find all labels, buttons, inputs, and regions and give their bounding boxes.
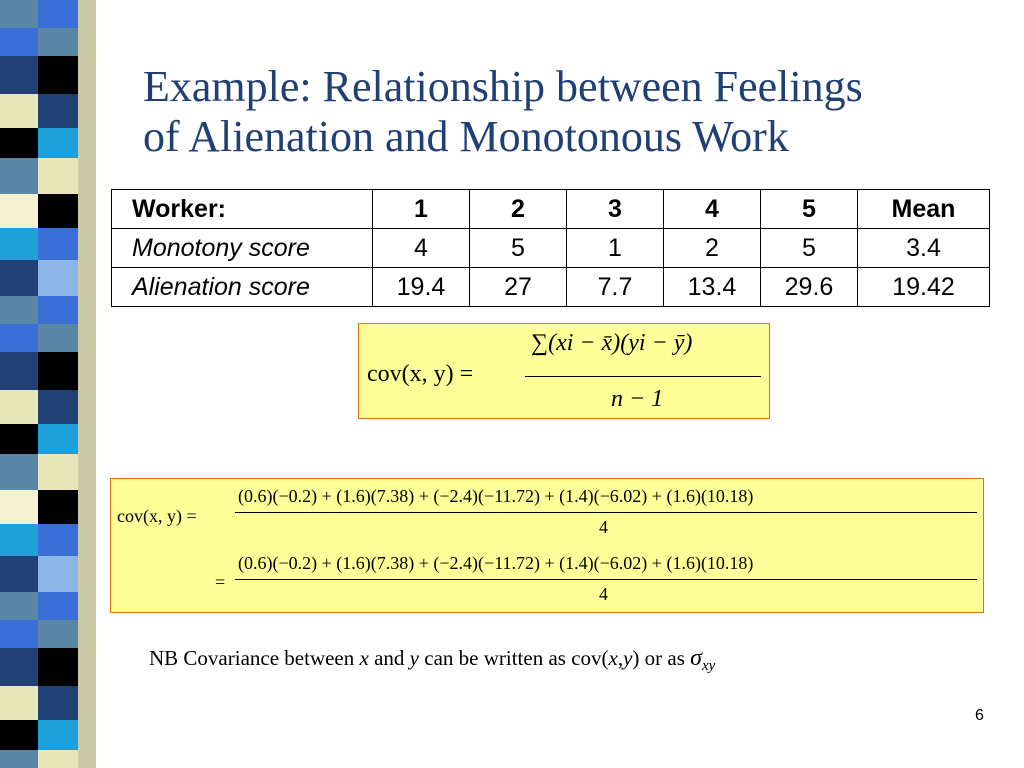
table-cell: 7.7 xyxy=(567,268,664,307)
stripe-block xyxy=(0,620,38,648)
header-cell: 1 xyxy=(373,190,470,229)
stripe-block xyxy=(38,524,78,556)
table-cell: 3.4 xyxy=(858,229,990,268)
table-cell: 19.42 xyxy=(858,268,990,307)
calculation-box xyxy=(110,478,984,613)
stripe-block xyxy=(0,454,38,490)
formula-denominator: n − 1 xyxy=(611,386,664,412)
stripe-block xyxy=(38,592,78,620)
table-cell: 19.4 xyxy=(373,268,470,307)
stripe-block xyxy=(0,128,38,158)
header-cell: 2 xyxy=(470,190,567,229)
header-cell: 4 xyxy=(664,190,761,229)
formula-lhs: cov(x, y) = xyxy=(367,361,474,387)
title-line-2: of Alienation and Monotonous Work xyxy=(143,112,789,161)
header-cell: Mean xyxy=(858,190,990,229)
header-cell: Worker: xyxy=(112,190,373,229)
fraction-bar xyxy=(235,512,977,513)
stripe-block xyxy=(0,686,38,720)
stripe-block xyxy=(0,296,38,324)
stripe-block xyxy=(0,28,38,56)
stripe-block xyxy=(38,620,78,648)
note-middle: can be written as cov( xyxy=(424,646,609,670)
sigma-subscript: xy xyxy=(702,658,716,675)
stripe-block xyxy=(0,260,38,296)
table-header-row xyxy=(112,190,990,229)
stripe-block xyxy=(0,750,38,768)
stripe-block xyxy=(0,556,38,592)
stripe-block xyxy=(0,524,38,556)
table-cell: 27 xyxy=(470,268,567,307)
stripe-block xyxy=(38,424,78,454)
calc-denominator-1: 4 xyxy=(599,517,608,537)
stripe-block xyxy=(38,490,78,524)
formula-numerator: ∑(xi − x̄)(yi − ȳ) xyxy=(531,330,693,356)
calc-equals: = xyxy=(215,572,226,592)
stripe-block xyxy=(38,556,78,592)
table-cell: 5 xyxy=(761,229,858,268)
calc-denominator-2: 4 xyxy=(599,584,608,604)
fraction-bar xyxy=(525,376,761,377)
note-y: y xyxy=(409,646,419,670)
stripe-block xyxy=(38,56,78,94)
note-xy: x,y xyxy=(608,646,633,670)
stripe-block xyxy=(38,648,78,686)
stripe-block xyxy=(38,686,78,720)
calc-numerator-2: (0.6)(−0.2) + (1.6)(7.38) + (−2.4)(−11.72) + (1.4)(−6.02) + (1.6)(10.18) xyxy=(238,553,754,573)
table-cell: 13.4 xyxy=(664,268,761,307)
row-label: Monotony score xyxy=(112,229,373,268)
covariance-formula-box xyxy=(358,323,770,419)
stripe-block xyxy=(38,720,78,750)
stripe-block xyxy=(38,228,78,260)
decorative-stripe xyxy=(0,0,100,768)
stripe-block xyxy=(38,750,78,768)
stripe-block xyxy=(0,352,38,390)
stripe-block xyxy=(0,390,38,424)
stripe-block xyxy=(0,56,38,94)
table-cell: 29.6 xyxy=(761,268,858,307)
calc-numerator-1: (0.6)(−0.2) + (1.6)(7.38) + (−2.4)(−11.72) + (1.4)(−6.02) + (1.6)(10.18) xyxy=(238,486,754,506)
table-row xyxy=(112,268,990,307)
stripe-block xyxy=(0,0,38,28)
stripe-block xyxy=(0,228,38,260)
slide-title xyxy=(143,62,1013,162)
stripe-block xyxy=(38,296,78,324)
title-line-1: Example: Relationship between Feelings xyxy=(143,62,863,111)
header-cell: 3 xyxy=(567,190,664,229)
stripe-block xyxy=(38,0,78,28)
stripe-block xyxy=(0,490,38,524)
sigma-symbol: σ xyxy=(690,645,702,671)
page-number: 6 xyxy=(975,707,984,724)
stripe-edge xyxy=(78,0,96,768)
stripe-block xyxy=(38,324,78,352)
stripe-block xyxy=(0,324,38,352)
note-suffix: ) or as xyxy=(632,646,685,670)
scores-table xyxy=(111,189,990,307)
stripe-block xyxy=(0,94,38,128)
stripe-block xyxy=(0,158,38,194)
stripe-block xyxy=(0,648,38,686)
stripe-block xyxy=(38,158,78,194)
stripe-block xyxy=(38,352,78,390)
stripe-block xyxy=(38,194,78,228)
stripe-block xyxy=(38,94,78,128)
table-cell: 2 xyxy=(664,229,761,268)
table-cell: 1 xyxy=(567,229,664,268)
stripe-block xyxy=(0,194,38,228)
stripe-block xyxy=(38,454,78,490)
stripe-block xyxy=(0,424,38,454)
note-and: and xyxy=(374,646,405,670)
stripe-block xyxy=(0,592,38,620)
table-row xyxy=(112,229,990,268)
stripe-block xyxy=(0,720,38,750)
fraction-bar xyxy=(235,579,977,580)
stripe-block xyxy=(38,28,78,56)
stripe-block xyxy=(38,260,78,296)
table-cell: 4 xyxy=(373,229,470,268)
note-x: x xyxy=(359,646,369,670)
row-label: Alienation score xyxy=(112,268,373,307)
note-prefix: NB Covariance between xyxy=(149,646,355,670)
table-cell: 5 xyxy=(470,229,567,268)
header-cell: 5 xyxy=(761,190,858,229)
stripe-block xyxy=(38,128,78,158)
calc-lhs: cov(x, y) = xyxy=(117,506,197,526)
stripe-block xyxy=(38,390,78,424)
covariance-note xyxy=(149,645,715,675)
